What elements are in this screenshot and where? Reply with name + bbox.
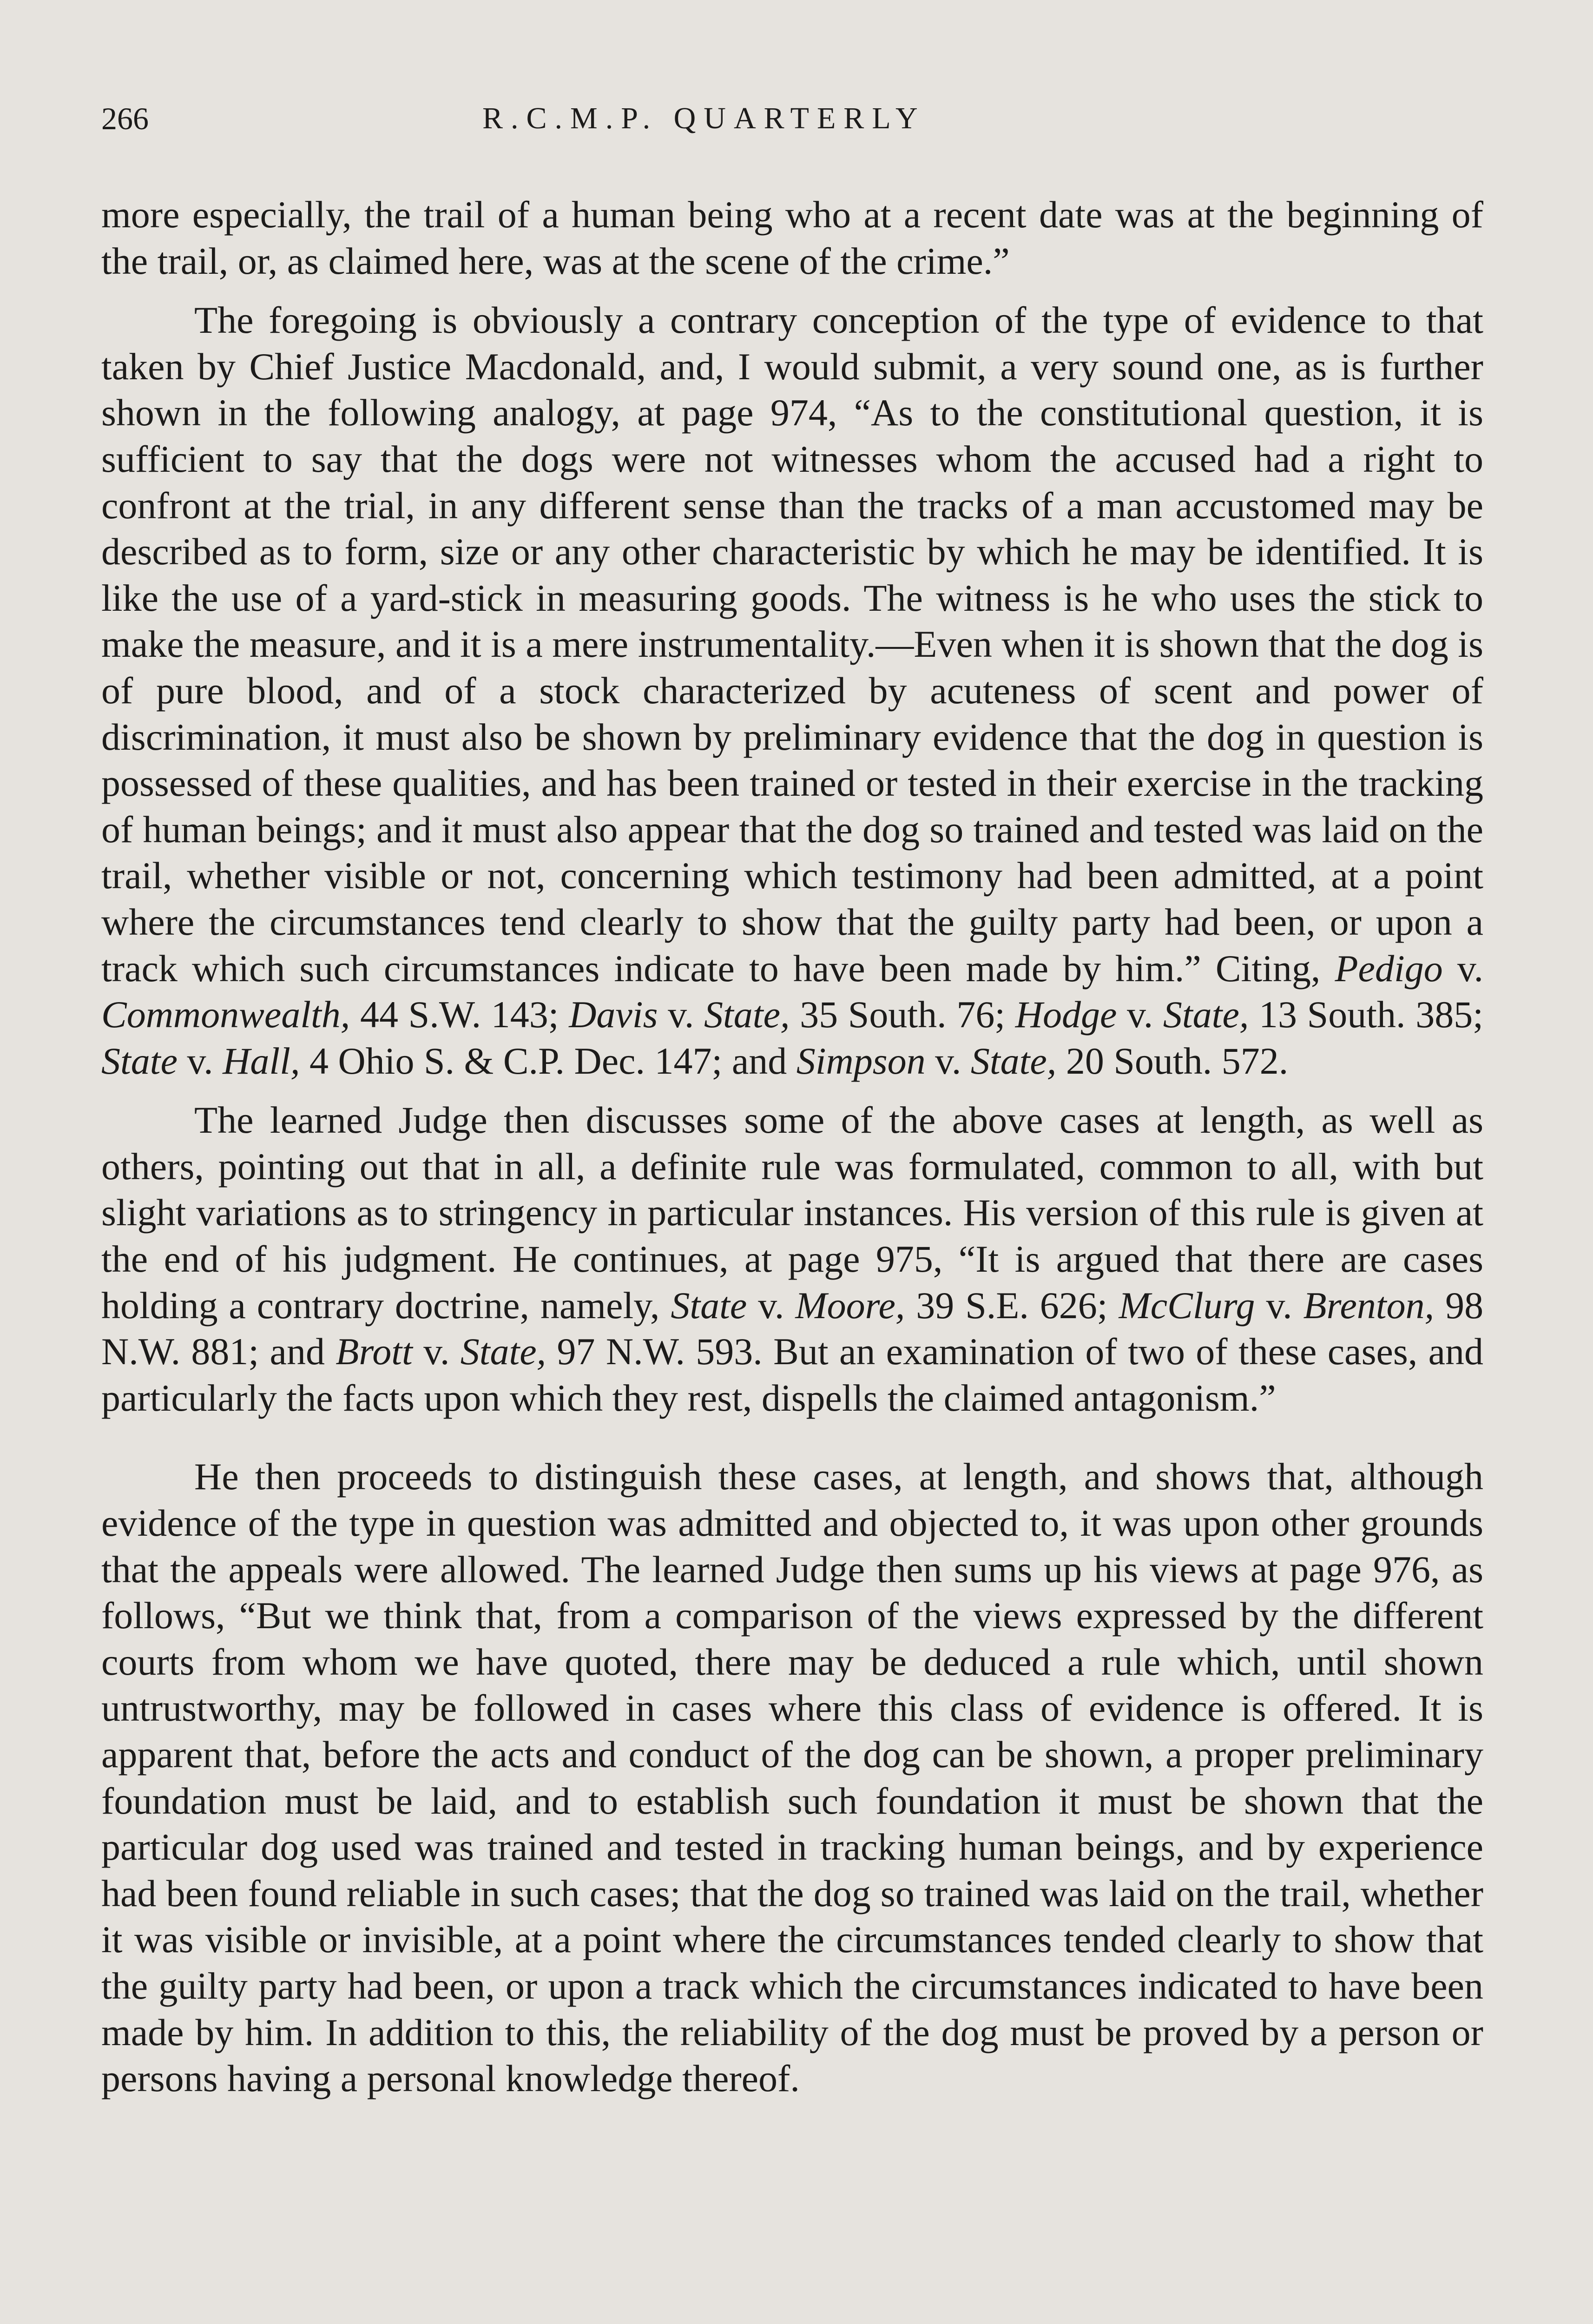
case-name: Hodge — [1015, 993, 1117, 1036]
case-party: Commonwealth, — [101, 993, 350, 1036]
versus: v. — [1266, 1284, 1292, 1327]
versus: v. — [668, 993, 694, 1036]
versus: v. — [758, 1284, 784, 1327]
case-party: State, — [970, 1039, 1057, 1082]
versus: v. — [1457, 947, 1483, 990]
case-name: McClurg — [1119, 1284, 1255, 1327]
article-body — [101, 191, 1483, 2102]
case-citation: 44 S.W. 143; — [360, 993, 559, 1036]
case-citation: 4 Ohio S. & C.P. Dec. 147; and — [309, 1039, 787, 1082]
paragraph-summary: He then proceeds to distinguish these cases, at length, and shows that, although evidence of the type in question was admitted and objected to, it was upon other grounds that the appeals were allowed. The learned Judge then sums up his views at page 976, as follows, “But we think that, from a comparison of the views expressed by the different courts from whom we have quoted, there may be deduced a rule which, until shown untrustworthy, may be followed in cases where this class of evidence is offered. It is apparent that, before the acts and conduct of the dog can be shown, a proper preliminary foundation must be laid, and to establish such foundation it must be shown that the particular dog used was trained and tested in tracking human beings, and by experience had been found reliable in such cases; that the dog so trained was laid on the trail, whether it was visible or invisible, at a point where the circumstances tended clearly to show that the guilty party had been, or upon a track which the circumstances indicated to have been made by him. In addition to this, the reliability of the dog must be proved by a person or persons having a personal knowledge thereof. — [101, 1455, 1483, 2100]
versus: v. — [423, 1330, 450, 1373]
paragraph-continuation: more especially, the trail of a human being who at a recent date was at the beginning of the trail, or, as claimed here, was at the scene of the crime.” — [101, 193, 1483, 282]
running-head: R.C.M.P. QUARTERLY — [482, 101, 926, 135]
case-name: Pedigo — [1335, 947, 1443, 990]
case-citation: 97 N.W. 593. — [557, 1330, 763, 1373]
case-citation: 13 South. 385; — [1259, 993, 1483, 1036]
versus: v. — [1127, 993, 1153, 1036]
case-party: State, — [704, 993, 790, 1036]
case-party: Hall, — [223, 1039, 300, 1082]
versus: v. — [935, 1039, 961, 1082]
paragraph-discussion — [101, 1097, 1483, 1421]
case-party: State, — [1163, 993, 1249, 1036]
paragraph-analogy — [101, 297, 1483, 1084]
case-party: State, — [460, 1330, 546, 1373]
case-citation: 20 South. 572. — [1066, 1039, 1289, 1082]
case-party: Brenton, — [1303, 1284, 1435, 1327]
case-name: Brott — [336, 1330, 413, 1373]
paragraph-text: But an examination of two of these cases, and particularly the facts upon which they rest, dispells the claimed antagonism.” — [101, 1330, 1484, 1419]
case-citation: 39 S.E. 626; — [916, 1284, 1108, 1327]
versus: v. — [187, 1039, 213, 1082]
case-name: Davis — [569, 993, 658, 1036]
page-header — [101, 95, 1486, 142]
case-party: Moore, — [795, 1284, 905, 1327]
paragraph-text: The learned Judge then discusses some of the above cases at length, as well as others, pointing out that in all, a definite rule was formulated, common to all, with but slight variations as to stringency in particular instances. His version of this rule is given at the end of his judgment. He continues, at page 975, “It is argued that there are cases holding a contrary doctrine, namely, — [101, 1099, 1483, 1327]
case-name: State — [671, 1284, 747, 1327]
case-name: State — [101, 1039, 178, 1082]
case-citation: 98 N.W. 881; and — [101, 1284, 1484, 1373]
case-name: Simpson — [796, 1039, 926, 1082]
page-number: 266 — [101, 101, 149, 136]
paragraph-text: The foregoing is obviously a contrary conception of the type of evidence to that taken by Chief Justice Macdonald, and, I would submit, a very sound one, as is further shown in the following analogy, at page 974, “As to the constitutional question, it is sufficient to say that the dogs were not witnesses whom the accused had a right to confront at the trial, in any different sense than the tracks of a man accustomed may be described as to form, size or any other characteristic by which he may be identified. It is like the use of a yard-stick in measuring goods. The witness is he who uses the stick to make the measure, and it is a mere instrumentality.—Even when it is shown that the dog is of pure blood, and of a stock characterized by acuteness of scent and power of discrimination, it must also be shown by preliminary evidence that the dog in question is possessed of these qualities, and has been trained or tested in their exercise in the tracking of human beings; and it must also appear that the dog so trained and tested was laid on the trail, whether visible or not, concerning which testimony had been admitted, at a point where the circumstances tend clearly to show that the guilty party had been, or upon a track which such circumstances indicate to have been made by him.” Citing, — [101, 299, 1483, 990]
case-citation: 35 South. 76; — [800, 993, 1006, 1036]
